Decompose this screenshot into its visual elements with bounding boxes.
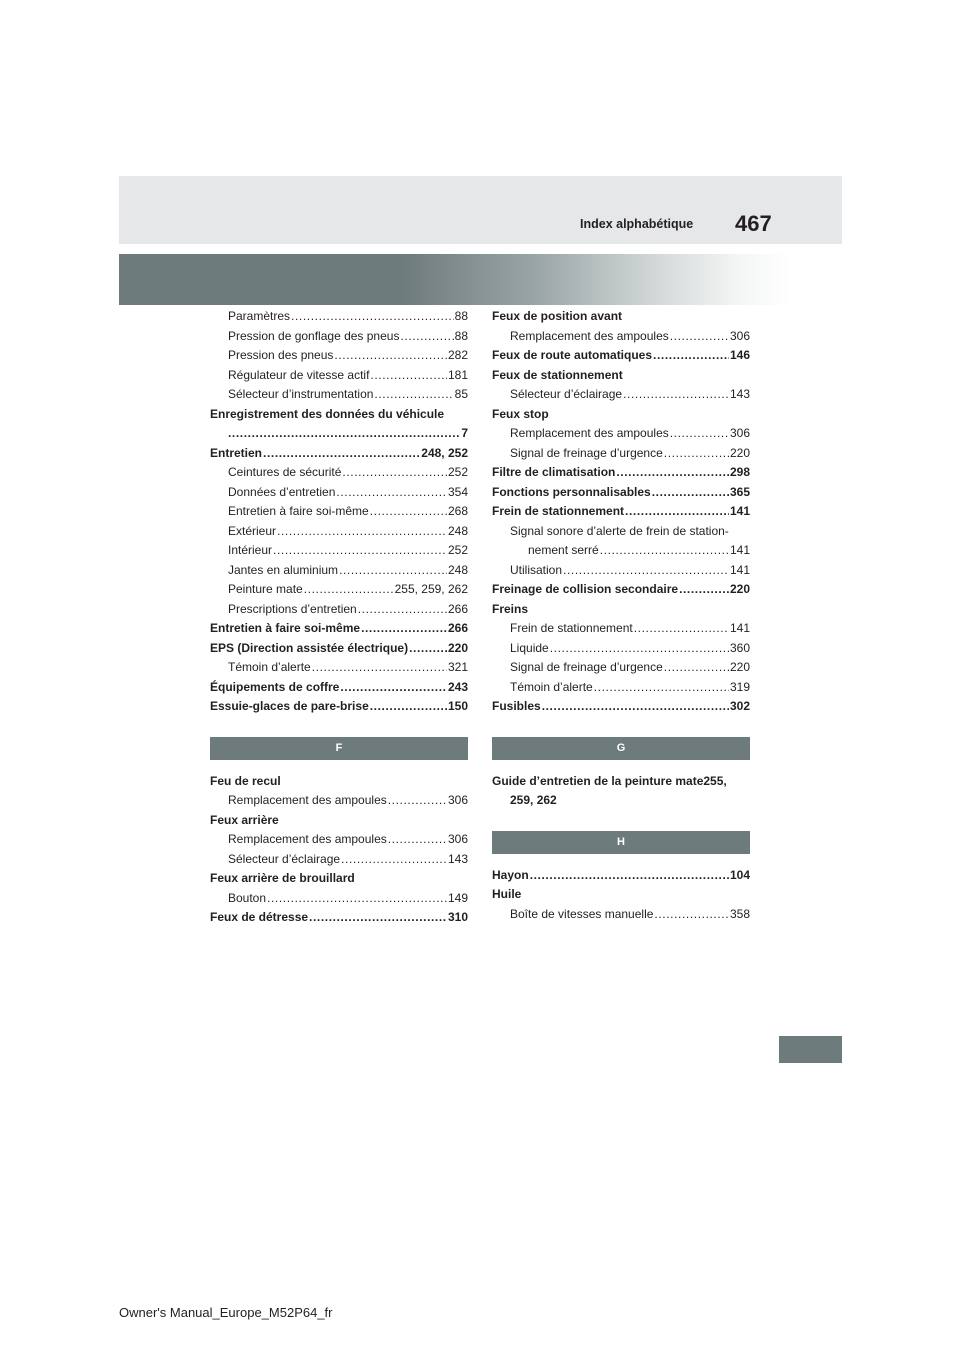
leader-dots: [388, 830, 447, 850]
entry-text: nement serré: [528, 543, 599, 557]
chapter-side-tab: [779, 1036, 842, 1063]
leader-dots: [664, 658, 729, 678]
footer-doc-id: Owner's Manual_Europe_M52P64_fr: [119, 1305, 333, 1320]
leader-dots: [670, 424, 729, 444]
entry-text: Équipements de coffre: [210, 679, 340, 694]
entry-text: Utilisation: [510, 562, 563, 577]
leader-dots: [304, 580, 394, 600]
index-entry: [210, 678, 468, 698]
entry-text: Boîte de vitesses manuelle: [510, 906, 654, 921]
entry-page: 181: [447, 367, 468, 382]
letter-heading-h: H: [492, 831, 750, 854]
leader-dots: [370, 366, 447, 386]
entry-text: EPS (Direction assistée électrique): [210, 640, 409, 655]
index-entry: [210, 366, 468, 386]
index-entry: [492, 580, 750, 600]
index-entry: [210, 908, 468, 928]
index-entry: [210, 502, 468, 522]
entry-page: 310: [447, 910, 468, 924]
entry-page: 365: [729, 484, 750, 499]
entry-page: 220: [729, 582, 750, 596]
index-entry: [492, 463, 750, 483]
leader-dots: [341, 850, 447, 870]
entry-text: Signal sonore d’alerte de frein de station-: [510, 523, 729, 538]
index-entry: [210, 811, 468, 831]
entry-text: Pression des pneus: [228, 348, 334, 362]
leader-dots: [664, 444, 729, 464]
leader-dots: [277, 522, 447, 542]
entry-text: Essuie-glaces de pare-brise: [210, 699, 369, 713]
entry-page: 143: [447, 851, 468, 866]
index-entry: [492, 600, 750, 620]
index-entry: [492, 619, 750, 639]
index-entry: [210, 307, 468, 327]
entry-group: [210, 444, 468, 717]
entry-page: 88: [454, 309, 468, 323]
leader-dots: [340, 678, 447, 698]
index-entry: [492, 678, 750, 698]
leader-dots: [291, 307, 454, 327]
entry-page: 146: [729, 348, 750, 362]
index-entry: [210, 697, 468, 717]
header-band: [119, 176, 842, 244]
leader-dots: [634, 619, 729, 639]
entry-text: Feu de recul: [210, 773, 281, 788]
index-entry: [210, 541, 468, 561]
entry-page: 306: [447, 832, 468, 846]
index-column-right: [492, 307, 750, 924]
entry-page: 255, 259, 262: [394, 582, 468, 596]
entry-text: Sélecteur d’instrumentation: [228, 387, 374, 401]
index-entry: [492, 483, 750, 503]
index-entry: [492, 772, 750, 792]
entry-page: 141: [729, 562, 750, 577]
leader-dots: [625, 502, 729, 522]
leader-dots: [263, 444, 420, 464]
entry-text: Frein de stationnement: [492, 504, 625, 518]
entry-text: 259, 262: [510, 793, 557, 807]
entry-text: Témoin d’alerte: [228, 660, 311, 674]
entry-text: Hayon: [492, 867, 529, 882]
index-entry: [210, 483, 468, 503]
leader-dots: [653, 346, 729, 366]
entry-text: Feux arrière de brouillard: [210, 871, 355, 885]
entry-text: Enregistrement des données du véhicule: [210, 406, 445, 421]
index-entry: [492, 502, 750, 522]
leader-dots: [388, 791, 447, 811]
index-entry-continuation: [492, 541, 750, 561]
entry-page: 220: [729, 660, 750, 674]
entry-text: Entretien à faire soi-même: [210, 621, 361, 635]
letter-heading-g: G: [492, 737, 750, 760]
leader-dots: [530, 866, 729, 886]
entry-text: Frein de stationnement: [510, 621, 633, 635]
leader-dots: [654, 905, 729, 925]
entry-text: Entretien: [210, 445, 263, 460]
page-number: 467: [735, 211, 772, 236]
index-entry: [210, 327, 468, 347]
entry-page: 141: [729, 543, 750, 557]
index-entry-continuation: [210, 424, 468, 444]
leader-dots: [550, 639, 729, 659]
leader-dots: [600, 541, 729, 561]
index-entry: [210, 444, 468, 464]
index-entry: [492, 424, 750, 444]
leader-dots: [361, 619, 447, 639]
entry-page: 243: [447, 679, 468, 694]
entry-page: 7: [461, 426, 468, 440]
entry-text: Signal de freinage d’urgence: [510, 445, 663, 460]
entry-page: 266: [447, 601, 468, 616]
entry-text: Sélecteur d’éclairage: [510, 387, 623, 401]
index-entry: [210, 850, 468, 870]
index-entry: [210, 405, 468, 425]
entry-text: Guide d’entretien de la peinture mate255,: [492, 773, 727, 788]
index-entry: [210, 869, 468, 889]
index-entry: [210, 791, 468, 811]
entry-page: 319: [729, 679, 750, 694]
leader-dots: [342, 463, 447, 483]
index-column-left: [210, 307, 468, 928]
leader-dots: [370, 502, 447, 522]
entry-group: [492, 561, 750, 717]
entry-text: Remplacement des ampoules: [228, 832, 387, 846]
index-entry: [210, 561, 468, 581]
leader-dots: [312, 658, 447, 678]
entry-page: 252: [447, 543, 468, 557]
entry-page: 85: [454, 387, 468, 401]
entry-text: Filtre de climatisation: [492, 465, 616, 479]
leader-dots: [670, 327, 729, 347]
entry-text: Extérieur: [228, 523, 277, 538]
entry-page: 358: [729, 906, 750, 921]
leader-dots: [309, 908, 447, 928]
entry-text: Sélecteur d’éclairage: [228, 851, 341, 866]
entry-text: Ceintures de sécurité: [228, 465, 342, 479]
index-entry: [210, 385, 468, 405]
entry-page: 266: [447, 621, 468, 635]
entry-text: Régulateur de vitesse actif: [228, 367, 370, 382]
index-entry: [492, 522, 750, 542]
entry-page: 104: [729, 867, 750, 882]
leader-dots: [267, 889, 447, 909]
entry-text: Fonctions personnalisables: [492, 484, 651, 499]
index-entry: [492, 697, 750, 717]
entry-text: Huile: [492, 887, 522, 901]
entry-page: 298: [729, 465, 750, 479]
entry-page: 306: [729, 328, 750, 343]
leader-dots: [616, 463, 729, 483]
entry-page: 149: [447, 890, 468, 905]
index-entry: [492, 658, 750, 678]
leader-dots: [358, 600, 447, 620]
index-entry: [210, 463, 468, 483]
entry-page: 306: [447, 793, 468, 807]
index-entry: [210, 658, 468, 678]
entry-page: 150: [447, 699, 468, 713]
entry-page: 268: [447, 504, 468, 518]
leader-dots: [563, 561, 729, 581]
leader-dots: [273, 541, 447, 561]
index-entry: [210, 580, 468, 600]
entry-text: Remplacement des ampoules: [228, 793, 387, 807]
leader-dots: [336, 483, 447, 503]
section-title: Index alphabétique: [580, 217, 694, 231]
index-entry: [210, 346, 468, 366]
entry-text: Feux arrière: [210, 812, 279, 827]
entry-text: Signal de freinage d’urgence: [510, 660, 663, 674]
index-entry: [492, 366, 750, 386]
index-entry: [492, 905, 750, 925]
index-entry: [492, 385, 750, 405]
entry-page: 141: [729, 504, 750, 518]
entry-text: Bouton: [228, 890, 267, 905]
leader-dots: [400, 327, 453, 347]
chapter-gradient-bar: [119, 254, 791, 305]
entry-page: 141: [729, 621, 750, 635]
leader-dots: [228, 424, 460, 444]
index-entry: [492, 866, 750, 886]
entry-text: Prescriptions d’entretien: [228, 601, 357, 616]
entry-text: Freinage de collision secondaire: [492, 582, 679, 596]
index-entry: [492, 561, 750, 581]
entry-text: Remplacement des ampoules: [510, 426, 669, 440]
entry-text: Liquide: [510, 640, 549, 655]
index-entry: [210, 639, 468, 659]
entry-text: Feux de position avant: [492, 309, 623, 323]
entry-group: [210, 772, 468, 928]
entry-page: 252: [447, 465, 468, 479]
leader-dots: [339, 561, 447, 581]
entry-page: 282: [447, 348, 468, 362]
index-entry: [210, 889, 468, 909]
entry-text: Fusibles: [492, 699, 541, 713]
leader-dots: [594, 678, 729, 698]
index-entry: [210, 619, 468, 639]
entry-text: Feux stop: [492, 406, 549, 421]
entry-page: 220: [447, 640, 468, 655]
entry-group: [210, 307, 468, 405]
index-entry: [492, 327, 750, 347]
index-entry: [492, 444, 750, 464]
leader-dots: [374, 385, 453, 405]
entry-page: 143: [729, 387, 750, 401]
letter-heading-f: F: [210, 737, 468, 760]
entry-page: 248, 252: [421, 445, 468, 460]
entry-text: Freins: [492, 601, 529, 616]
entry-text: Intérieur: [228, 543, 273, 557]
entry-text: Entretien à faire soi-même: [228, 504, 369, 518]
entry-text: Données d’entretien: [228, 484, 336, 499]
leader-dots: [652, 483, 729, 503]
entry-text: Jantes en aluminium: [228, 562, 339, 577]
leader-dots: [679, 580, 729, 600]
index-entry-continuation: [492, 791, 750, 811]
leader-dots: [542, 697, 729, 717]
entry-group: [492, 307, 750, 522]
index-entry: [492, 405, 750, 425]
leader-dots: [623, 385, 729, 405]
entry-text: Feux de route automatiques: [492, 348, 653, 362]
entry-page: 354: [447, 484, 468, 499]
entry-text: Pression de gonflage des pneus: [228, 328, 400, 343]
index-entry: [210, 772, 468, 792]
entry-page: 306: [729, 426, 750, 440]
entry-text: Feux de stationnement: [492, 367, 623, 382]
index-entry: [492, 307, 750, 327]
leader-dots: [370, 697, 447, 717]
entry-page: 248: [447, 562, 468, 577]
entry-text: Paramètres: [228, 309, 291, 323]
entry-page: 321: [447, 660, 468, 674]
entry-text: Feux de détresse: [210, 910, 309, 924]
entry-page: 220: [729, 445, 750, 460]
entry-text: Remplacement des ampoules: [510, 328, 669, 343]
entry-page: 302: [729, 699, 750, 713]
entry-page: 88: [454, 328, 468, 343]
index-entry: [210, 830, 468, 850]
entry-page: 360: [729, 640, 750, 655]
index-entry: [492, 346, 750, 366]
index-entry: [492, 885, 750, 905]
entry-text: Peinture mate: [228, 582, 303, 596]
leader-dots: [409, 639, 447, 659]
entry-text: Témoin d’alerte: [510, 679, 593, 694]
index-entry: [210, 522, 468, 542]
index-entry: [492, 639, 750, 659]
entry-page: 248: [447, 523, 468, 538]
entry-group: [492, 866, 750, 925]
leader-dots: [334, 346, 447, 366]
index-entry: [210, 600, 468, 620]
